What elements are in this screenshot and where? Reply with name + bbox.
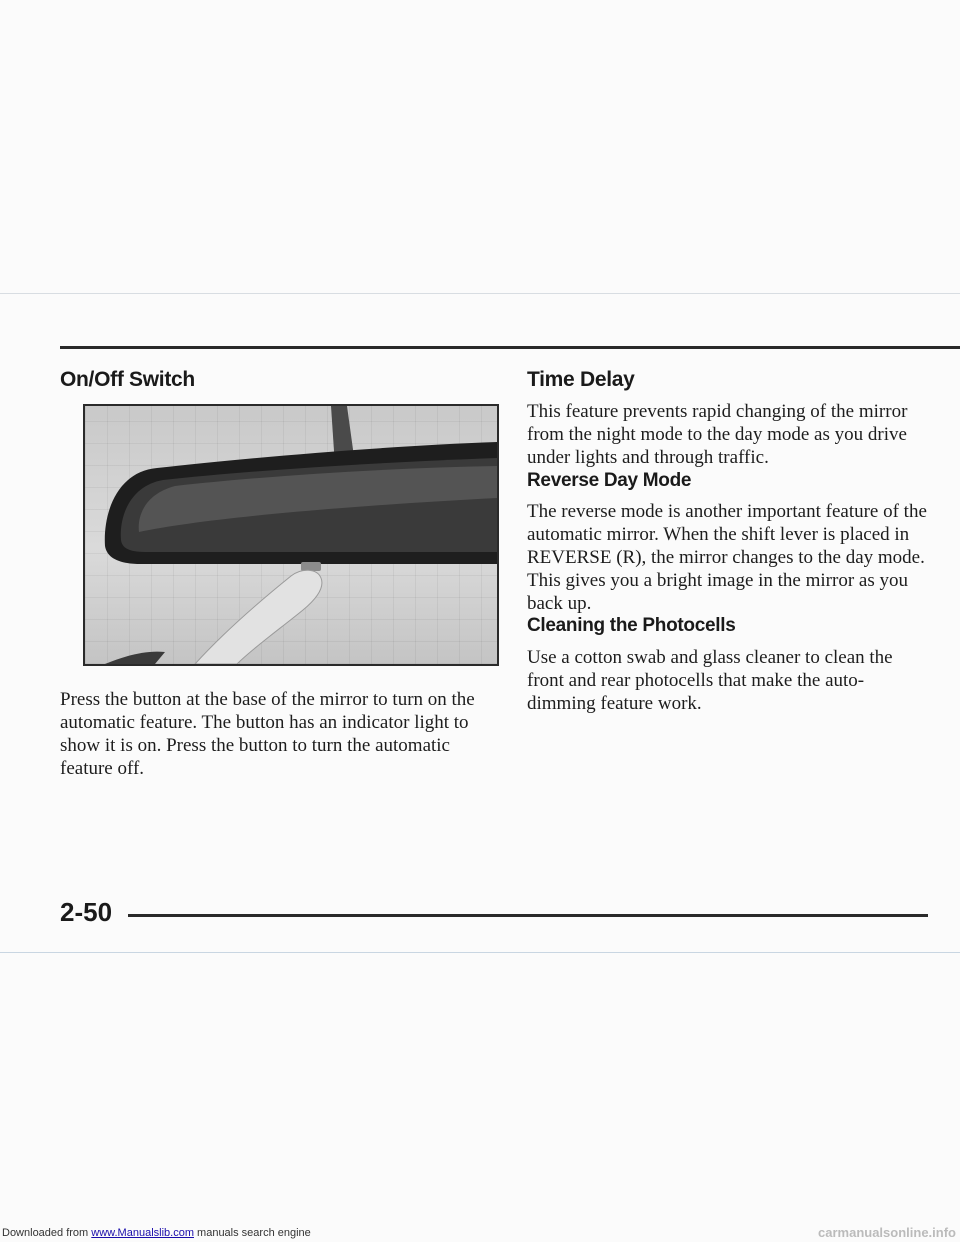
reverse-day-mode-text: The reverse mode is another important feature of the automatic mirror. When the shift lever is placed in REVERSE (R), the mirror changes to the day mode. This gives you a bright image in the mirror as you back up. xyxy=(527,501,927,614)
footer-source xyxy=(2,1224,311,1242)
finger xyxy=(195,570,322,664)
on-off-button xyxy=(301,562,321,571)
on-off-switch-description: Press the button at the base of the mirror to turn on the automatic feature. The button has an indicator light to show it is on. Press the button to turn the automatic feature off. xyxy=(60,689,475,779)
reverse-day-mode-heading: Reverse Day Mode xyxy=(527,470,692,491)
manualslib-link[interactable]: www.Manualslib.com xyxy=(91,1227,194,1239)
mirror-illustration xyxy=(83,404,499,666)
cleaning-photocells-heading: Cleaning the Photocells xyxy=(527,615,736,636)
hand-shadow xyxy=(105,652,165,664)
time-delay-text: This feature prevents rapid changing of the mirror from the night mode to the day mode as you drive under lights and through traffic. xyxy=(527,401,908,468)
header-rule xyxy=(60,346,960,349)
top-scan-line xyxy=(0,293,960,294)
on-off-switch-heading: On/Off Switch xyxy=(60,368,195,391)
watermark: carmanualsonline.info xyxy=(818,1225,956,1240)
rearview-mirror-photo xyxy=(85,406,497,664)
cleaning-photocells-text: Use a cotton swab and glass cleaner to clean the front and rear photocells that make the auto-dimming feature work. xyxy=(527,647,893,714)
time-delay-heading: Time Delay xyxy=(527,368,635,391)
footer-prefix: Downloaded from xyxy=(2,1227,92,1239)
footer-suffix: manuals search engine xyxy=(193,1227,311,1239)
footer-rule xyxy=(128,914,928,917)
page-number: 2-50 xyxy=(60,897,113,927)
download-footer xyxy=(0,1224,960,1242)
bottom-scan-line xyxy=(0,952,960,953)
